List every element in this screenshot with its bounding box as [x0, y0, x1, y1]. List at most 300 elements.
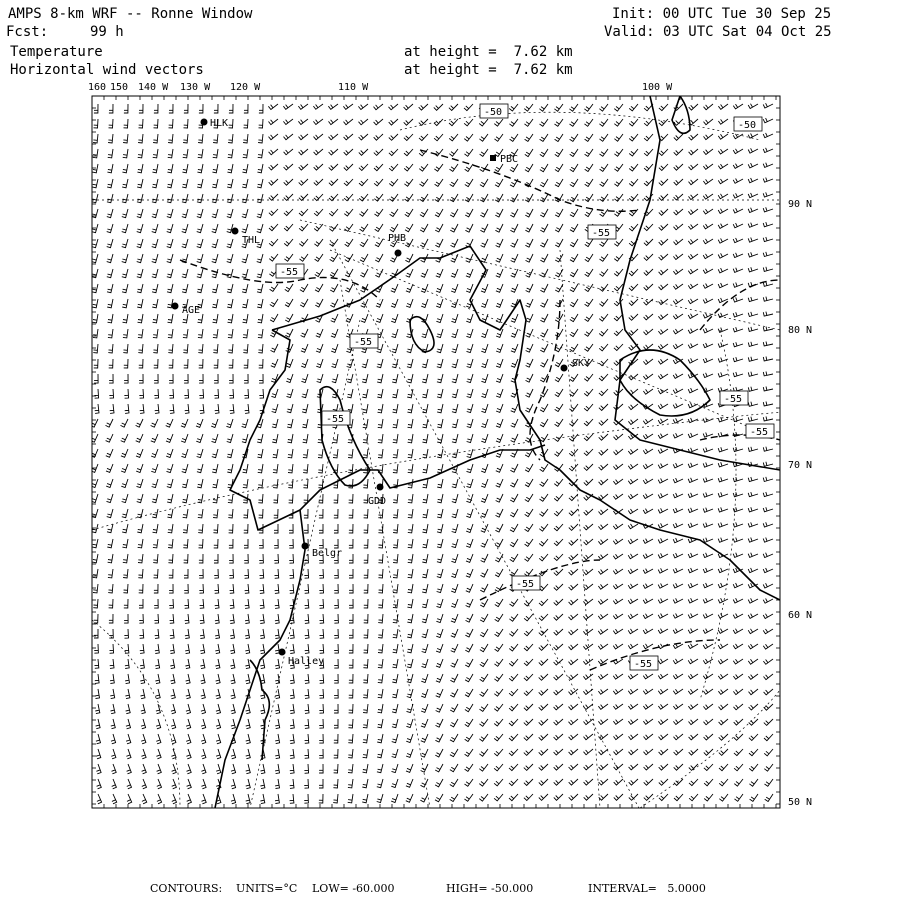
wind-barb — [106, 434, 113, 442]
wind-barb — [170, 404, 174, 413]
wind-barb — [170, 659, 174, 669]
wind-barb — [152, 179, 158, 188]
wind-barb — [243, 479, 248, 488]
wind-barb — [613, 479, 623, 484]
contour-line-4 — [700, 280, 780, 330]
wind-barb — [331, 314, 338, 322]
wind-barb — [214, 389, 218, 398]
wind-barb — [154, 104, 158, 113]
wind-barb — [360, 239, 368, 247]
station-dot-age — [172, 303, 179, 310]
wind-barb — [539, 764, 548, 770]
wind-barb — [749, 779, 758, 786]
wind-barb — [106, 419, 114, 427]
wind-barb — [242, 269, 248, 278]
wind-barb — [331, 329, 338, 337]
wind-barb — [137, 284, 143, 293]
wind-barb — [243, 149, 248, 158]
wind-barb — [122, 224, 128, 233]
wind-barb — [763, 644, 773, 649]
wind-barb — [658, 329, 668, 334]
wind-barb — [451, 644, 458, 652]
wind-barb — [332, 359, 339, 368]
wind-barb — [122, 509, 128, 518]
wind-barb — [733, 492, 743, 497]
wind-barb — [435, 734, 443, 742]
wind-barb — [674, 149, 683, 155]
wind-barb — [406, 779, 413, 787]
wind-barb — [93, 569, 98, 578]
wind-barb — [378, 689, 383, 698]
wind-barb — [95, 689, 99, 699]
wind-barb — [599, 389, 608, 396]
wind-barb — [585, 329, 594, 336]
wind-barb — [583, 629, 593, 635]
wind-barb — [598, 614, 608, 619]
wind-barb — [659, 269, 668, 275]
wind-barb — [121, 434, 128, 442]
wind-barb — [733, 583, 743, 588]
wind-barb — [348, 779, 353, 788]
wind-barb — [658, 389, 668, 394]
wind-barb — [584, 539, 593, 545]
wind-barb — [540, 404, 548, 412]
meridian-line-g — [560, 250, 600, 808]
wind-barb — [748, 238, 758, 243]
lon-label: 100 W — [642, 82, 673, 93]
wind-barb — [540, 494, 549, 501]
wind-barb — [392, 689, 398, 698]
wind-barb — [748, 402, 758, 407]
wind-barb — [688, 403, 698, 408]
wind-barb — [510, 599, 519, 606]
wind-barb — [524, 734, 533, 740]
wind-barb — [260, 659, 264, 669]
wind-barb — [585, 164, 593, 172]
wind-barb — [628, 719, 638, 724]
wind-barb — [555, 404, 563, 412]
wind-barb — [92, 554, 98, 563]
wind-barb — [152, 194, 158, 203]
wind-barb — [570, 194, 578, 202]
wind-barb — [364, 554, 368, 563]
wind-barb — [673, 719, 683, 725]
wind-barb — [334, 584, 338, 593]
wind-barb — [555, 149, 563, 157]
wind-barb — [643, 554, 653, 559]
wind-barb — [185, 659, 189, 669]
wind-barb — [628, 629, 638, 634]
wind-barb — [244, 554, 248, 563]
wind-barb — [169, 584, 173, 593]
wind-barb — [525, 149, 533, 157]
wind-barb — [214, 374, 218, 383]
wind-barb — [451, 569, 458, 578]
wind-barb — [228, 509, 233, 518]
wind-barb — [378, 644, 383, 653]
wind-barb — [764, 719, 773, 725]
wind-barb — [703, 284, 713, 289]
wind-barb — [450, 704, 458, 712]
wind-barb — [123, 314, 129, 323]
wind-barb — [404, 149, 413, 156]
wind-barb — [269, 254, 278, 261]
wind-barb — [404, 119, 413, 125]
wind-barb — [330, 299, 338, 307]
wind-barb — [629, 104, 638, 111]
wind-barb — [137, 254, 143, 263]
wind-barb — [733, 447, 743, 452]
wind-barb — [569, 104, 578, 111]
wind-barb — [298, 119, 308, 125]
wind-barb — [407, 344, 413, 353]
wind-barb — [182, 224, 188, 233]
wind-barb — [170, 614, 174, 623]
wind-barb — [157, 764, 162, 774]
wind-barb — [244, 359, 248, 368]
wind-barb — [748, 659, 758, 664]
wind-barb — [689, 794, 698, 801]
wind-barb — [187, 779, 192, 789]
wind-barb — [450, 779, 458, 787]
wind-barb — [526, 359, 533, 367]
wind-barb — [763, 402, 773, 407]
wind-barb — [435, 764, 443, 772]
wind-barb — [495, 134, 504, 141]
wind-barb — [524, 659, 533, 666]
wind-barb — [364, 599, 368, 608]
wind-barb — [644, 179, 653, 186]
wind-barb — [585, 284, 593, 292]
wind-barb — [107, 539, 113, 548]
wind-barb — [479, 764, 488, 771]
wind-barb — [524, 614, 533, 621]
wind-barb — [554, 494, 563, 501]
wind-barb — [110, 659, 114, 668]
wind-barb — [629, 224, 638, 231]
wind-barb — [363, 749, 368, 758]
wind-barb — [749, 719, 758, 725]
wind-barb — [494, 779, 503, 786]
wind-barb — [451, 239, 459, 247]
wind-barb — [298, 104, 308, 109]
wind-barb — [140, 644, 144, 653]
wind-barb — [598, 584, 608, 589]
wind-barb — [688, 508, 698, 513]
wind-barb — [183, 134, 188, 143]
wind-barb — [718, 328, 728, 333]
wind-barb — [94, 374, 98, 383]
wind-vectors — [91, 103, 774, 804]
wind-barb — [673, 613, 683, 618]
wind-barb — [688, 358, 698, 363]
wind-barb — [304, 764, 308, 773]
wind-barb — [377, 764, 383, 773]
wind-barb — [122, 179, 128, 188]
wind-barb — [452, 494, 458, 503]
wind-barb — [97, 779, 102, 789]
wind-barb — [539, 554, 548, 561]
wind-barb — [510, 494, 518, 502]
wind-barb — [643, 704, 653, 709]
wind-barb — [285, 329, 293, 337]
wind-barb — [659, 734, 669, 740]
lon-label: 140 W — [138, 82, 169, 93]
wind-barb — [765, 779, 774, 786]
wind-barb — [287, 434, 293, 443]
wind-barb — [465, 164, 473, 172]
wind-barb — [319, 704, 323, 713]
wind-barb — [198, 149, 203, 158]
wind-barb — [197, 479, 203, 488]
wind-barb — [495, 584, 503, 592]
wind-barb — [375, 254, 383, 262]
wind-barb — [569, 584, 578, 590]
wind-barb — [197, 224, 203, 233]
wind-barb — [450, 164, 459, 171]
wind-barb — [673, 598, 683, 603]
wind-barb — [451, 584, 458, 593]
wind-barb — [229, 569, 233, 578]
wind-barb — [299, 239, 308, 246]
wind-barb — [569, 419, 578, 426]
wind-barb — [526, 284, 533, 292]
wind-barb — [422, 389, 428, 398]
wind-barb — [436, 314, 443, 323]
wind-barb — [481, 464, 488, 473]
wind-barb — [659, 149, 668, 156]
wind-barb — [305, 599, 309, 608]
wind-barb — [408, 494, 413, 503]
wind-barb — [138, 149, 143, 158]
wind-barb — [749, 734, 758, 741]
wind-barb — [245, 629, 249, 639]
wind-barb — [643, 599, 653, 604]
wind-barb — [496, 494, 503, 502]
wind-barb — [554, 104, 563, 111]
wind-barb — [139, 614, 143, 623]
wind-barb — [480, 584, 488, 592]
wind-barb — [585, 194, 593, 202]
wind-barb — [643, 539, 653, 544]
wind-barb — [628, 704, 638, 709]
wind-barb — [554, 629, 563, 635]
wind-barb — [703, 433, 713, 438]
wind-barb — [524, 704, 533, 711]
wind-barb — [703, 659, 713, 664]
wind-barb — [242, 284, 248, 293]
wind-barb — [703, 508, 713, 513]
wind-barb — [688, 583, 698, 588]
wind-barb — [719, 764, 728, 771]
wind-barb — [343, 104, 353, 109]
wind-barb — [437, 464, 443, 473]
footer-interval: INTERVAL= 5.0000 — [588, 882, 706, 895]
wind-barb — [525, 134, 533, 141]
wind-barb — [405, 254, 413, 262]
wind-barb — [214, 539, 218, 548]
wind-barb — [334, 704, 338, 713]
wind-barb — [393, 419, 398, 428]
wind-barb — [763, 614, 773, 619]
wind-barb — [243, 329, 248, 338]
wind-barb — [407, 359, 413, 368]
wind-barb — [584, 794, 593, 800]
wind-barb — [689, 164, 699, 170]
wind-barb — [466, 314, 473, 323]
wind-barb — [242, 164, 248, 173]
wind-barb — [299, 149, 308, 155]
wind-barb — [201, 689, 206, 699]
wind-barb — [181, 449, 188, 458]
wind-barb — [95, 704, 100, 714]
wind-barb — [570, 239, 578, 247]
wind-barb — [302, 419, 308, 428]
wind-barb — [364, 539, 368, 548]
wind-barb — [703, 674, 713, 679]
wind-barb — [509, 689, 518, 696]
wind-barb — [290, 569, 294, 578]
wind-barb — [318, 464, 323, 473]
wind-barb — [422, 359, 428, 368]
wind-barb — [182, 239, 188, 248]
wind-barb — [613, 614, 623, 619]
wind-barb — [284, 239, 293, 246]
contour-label-box — [322, 411, 350, 425]
wind-barb — [364, 644, 369, 653]
wind-barb — [718, 674, 728, 679]
wind-barb — [435, 239, 443, 247]
wind-barb — [614, 329, 623, 336]
wind-barb — [733, 614, 743, 619]
wind-barb — [570, 314, 578, 322]
wind-barb — [407, 374, 413, 383]
wind-barb — [600, 149, 609, 156]
wind-barb — [480, 179, 488, 187]
wind-barb — [198, 509, 203, 518]
wind-barb — [554, 704, 563, 710]
wind-barb — [554, 539, 563, 546]
wind-barb — [349, 704, 353, 713]
wind-barb — [319, 734, 323, 743]
wind-barb — [245, 599, 249, 608]
wind-barb — [226, 419, 233, 428]
wind-barb — [137, 194, 143, 203]
wind-barb — [466, 614, 474, 622]
wind-barb — [378, 659, 383, 668]
wind-barb — [718, 283, 728, 288]
wind-barb — [689, 194, 699, 200]
wind-barb — [703, 568, 713, 573]
wind-barb — [628, 569, 638, 574]
wind-barb — [748, 357, 758, 362]
wind-barb — [419, 119, 428, 125]
wind-barb — [378, 674, 383, 683]
wind-barb — [688, 224, 698, 229]
wind-barb — [393, 524, 398, 533]
wind-barb — [452, 359, 458, 368]
latitude-labels — [788, 199, 812, 808]
wind-barb — [659, 209, 668, 215]
wind-barb — [172, 794, 177, 804]
wind-barb — [274, 539, 278, 548]
wind-barb — [643, 419, 653, 424]
wind-barb — [271, 359, 278, 367]
wind-barb — [152, 254, 158, 263]
wind-barb — [122, 254, 128, 263]
wind-barb — [495, 164, 503, 172]
wind-barb — [185, 644, 189, 654]
wind-barb — [643, 719, 653, 724]
wind-barb — [406, 764, 413, 772]
wind-barb — [510, 554, 518, 562]
footer-units: UNITS=°C — [236, 882, 298, 895]
wind-barb — [334, 644, 338, 653]
height-wind: at height = 7.62 km — [404, 62, 573, 78]
wind-barb — [658, 553, 668, 558]
wind-barb — [644, 164, 653, 171]
wind-barb — [362, 374, 368, 383]
wind-barb — [408, 434, 413, 443]
wind-barb — [407, 629, 413, 638]
wind-barb — [539, 659, 548, 665]
wind-barb — [122, 284, 128, 293]
wind-barb — [334, 569, 338, 578]
wind-barb — [481, 524, 488, 532]
wind-barb — [168, 329, 173, 338]
wind-barb — [763, 507, 773, 512]
wind-barb — [186, 674, 191, 684]
wind-barb — [733, 674, 743, 679]
wind-barb — [450, 674, 458, 682]
wind-barb — [334, 614, 338, 623]
wind-barb — [182, 209, 188, 218]
wind-barb — [421, 749, 428, 757]
wind-barb — [275, 689, 279, 699]
wind-barb — [688, 704, 698, 709]
wind-barb — [406, 284, 413, 292]
wind-barb — [124, 119, 129, 128]
wind-barb — [363, 764, 369, 773]
wind-barb — [748, 342, 758, 347]
wind-barb — [319, 539, 323, 548]
wind-barb — [137, 239, 143, 248]
init-time: Init: 00 UTC Tue 30 Sep 25 — [612, 6, 832, 22]
wind-barb — [643, 374, 653, 379]
wind-barb — [748, 492, 758, 497]
wind-barb — [718, 598, 728, 603]
wind-barb — [763, 252, 773, 257]
wind-barb — [124, 374, 128, 383]
wind-barb — [392, 704, 398, 713]
wind-barb — [540, 284, 548, 292]
wind-barb — [435, 179, 443, 186]
wind-barb — [258, 464, 263, 473]
wind-barb — [436, 614, 443, 623]
wind-barb — [246, 794, 251, 804]
wind-barb — [703, 164, 713, 169]
wind-barb — [584, 584, 594, 590]
wind-barb — [260, 629, 264, 639]
wind-barb — [389, 179, 398, 186]
wind-barb — [289, 539, 293, 548]
wind-barb — [334, 749, 338, 758]
wind-barb — [763, 342, 773, 347]
wind-barb — [244, 119, 249, 128]
wind-barb — [284, 179, 293, 185]
wind-barb — [733, 297, 743, 302]
wind-barb — [481, 329, 488, 338]
